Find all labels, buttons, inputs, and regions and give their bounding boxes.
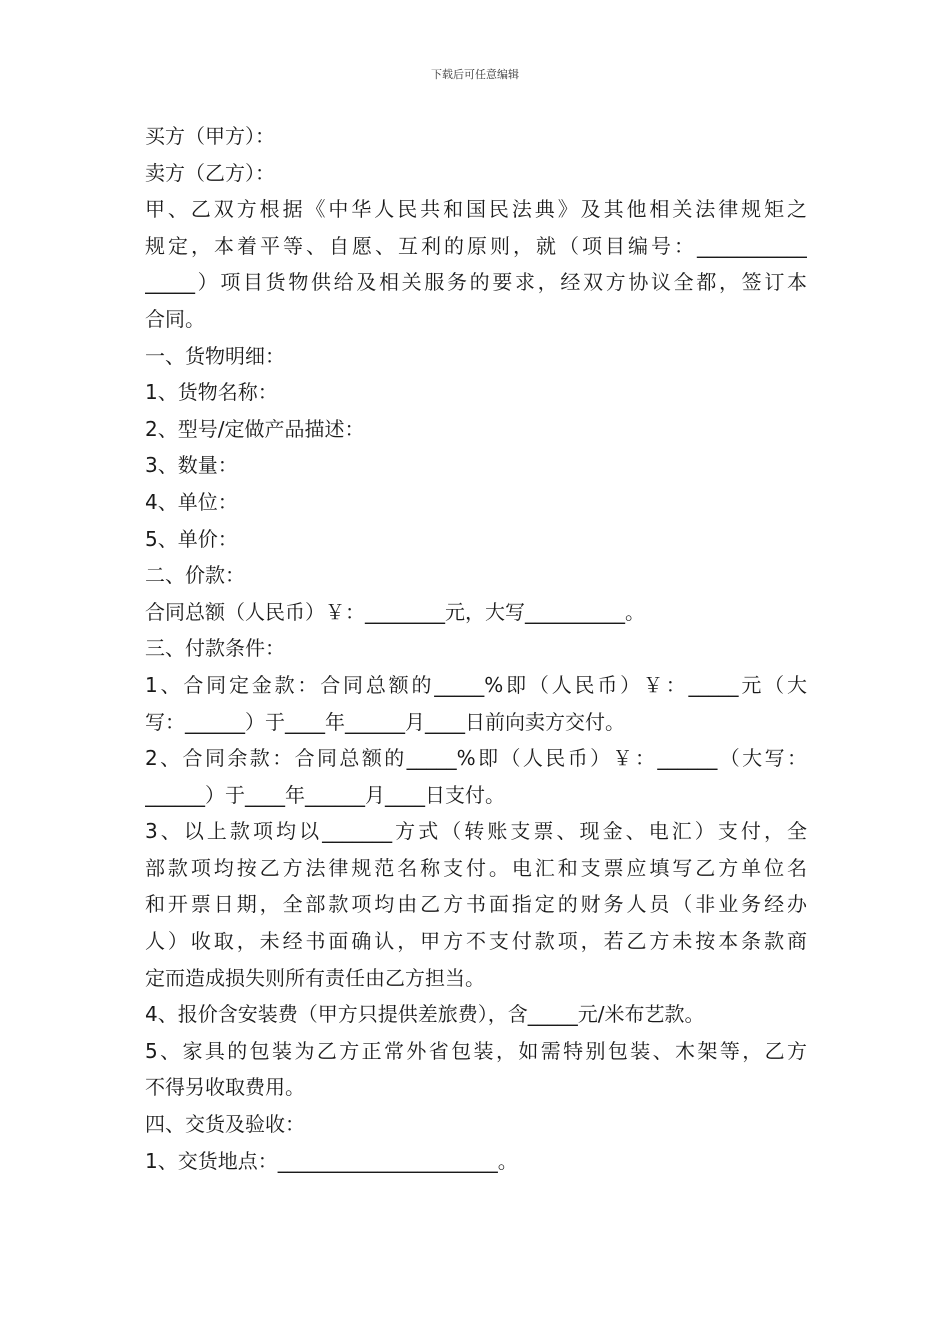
payment-clause-line: ______）于____年______月____日支付。 <box>145 782 505 807</box>
section-heading: 二、价款： <box>145 563 245 588</box>
preamble-line: _____）项目货物供给及相关服务的要求，经双方协议全都，签订本 <box>145 270 807 295</box>
section-heading: 一、货物明细： <box>145 343 285 368</box>
section-heading: 三、付款条件： <box>145 636 285 661</box>
payment-clause-line: 2、合同余款：合同总额的_____%即（人民币）￥：______（大写： <box>145 746 807 771</box>
payment-clause-line: 写：______）于____年______月____日前向卖方交付。 <box>145 709 625 734</box>
contract-body <box>145 118 807 1179</box>
buyer-line: 买方（甲方）： <box>145 124 275 148</box>
price-line: 合同总额（人民币）￥：________元，大写__________。 <box>145 599 645 624</box>
preamble-line: 甲、乙双方根据《中华人民共和国民法典》及其他相关法律规矩之 <box>145 197 807 222</box>
payment-clause-line: 不得另收取费用。 <box>145 1075 305 1100</box>
header-note: 下载后可任意编辑 <box>431 68 519 81</box>
list-item: 5、单价： <box>145 526 238 551</box>
payment-clause-line: 1、合同定金款：合同总额的_____%即（人民币）￥：_____元（大 <box>145 672 807 697</box>
seller-line: 卖方（乙方）： <box>145 160 275 185</box>
preamble-line: 规定，本着平等、自愿、互利的原则，就（项目编号：___________ <box>145 233 807 258</box>
payment-clause-line: 和开票日期，全部款项均由乙方书面指定的财务人员（非业务经办 <box>145 892 807 917</box>
section-heading: 四、交货及验收： <box>145 1112 305 1137</box>
list-item: 2、型号/定做产品描述： <box>145 416 365 441</box>
delivery-line: 1、交货地点：______________________。 <box>145 1148 518 1173</box>
payment-clause-line: 5、家具的包装为乙方正常外省包装，如需特别包装、木架等，乙方 <box>145 1038 807 1063</box>
payment-clause-line: 定而造成损失则所有责任由乙方担当。 <box>145 965 485 990</box>
list-item: 4、单位： <box>145 489 238 514</box>
payment-clause-line: 4、报价含安装费（甲方只提供差旅费），含_____元/米布艺款。 <box>145 1002 705 1027</box>
list-item: 3、数量： <box>145 453 238 478</box>
preamble-line: 合同。 <box>145 306 205 331</box>
list-item: 1、货物名称： <box>145 380 278 405</box>
payment-clause-line: 人）收取，未经书面确认，甲方不支付款项，若乙方未按本条款商 <box>145 929 807 954</box>
payment-clause-line: 部款项均按乙方法律规范名称支付。电汇和支票应填写乙方单位名 <box>145 855 807 880</box>
payment-clause-line: 3、以上款项均以_______方式（转账支票、现金、电汇）支付，全 <box>145 819 807 844</box>
